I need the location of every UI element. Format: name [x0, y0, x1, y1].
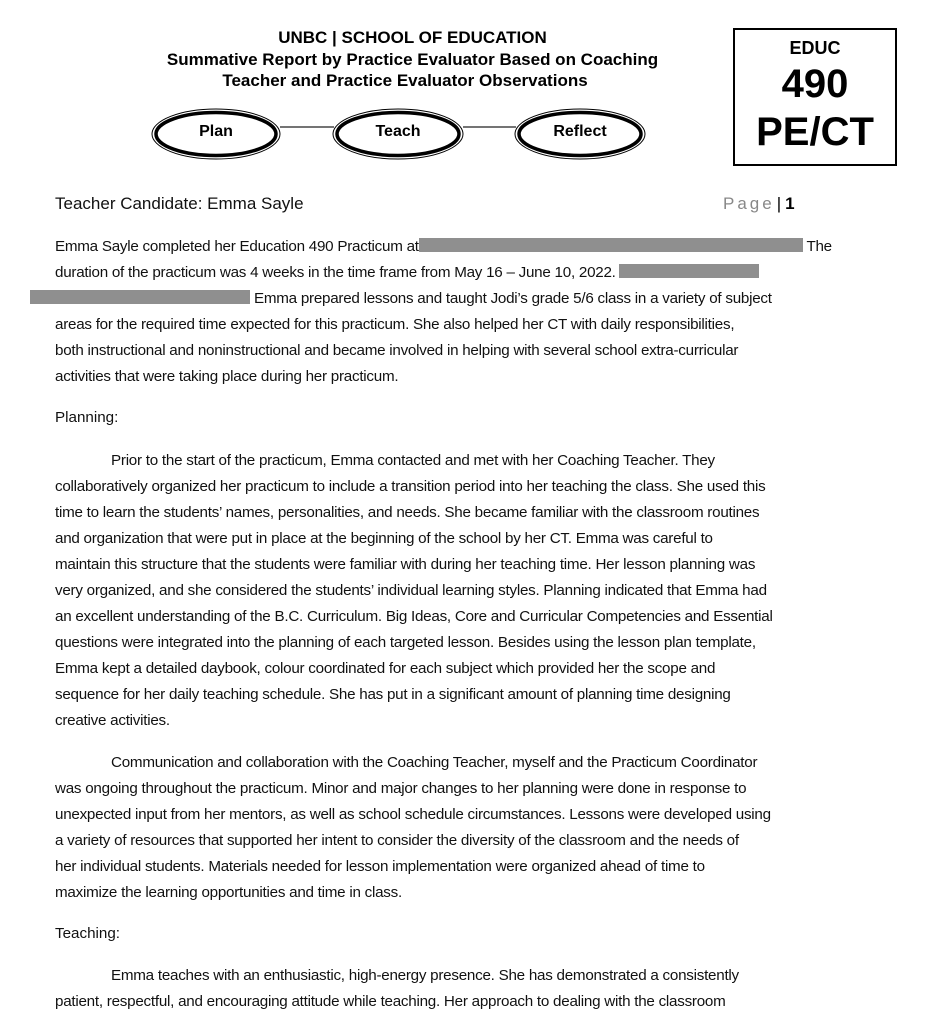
page-indicator	[723, 194, 795, 214]
course-code-box	[733, 28, 897, 166]
text-line: Emma kept a detailed daybook, colour coordinated for each subject which provided her the scope and	[55, 660, 716, 677]
text-line: and organization that were put in place at the beginning of the school by her CT. Emma was careful to	[55, 530, 713, 547]
redaction-bar	[419, 238, 803, 252]
course-dept: EDUC	[789, 38, 841, 58]
text-line: maximize the learning opportunities and time in class.	[55, 884, 402, 901]
text-line: both instructional and noninstructional and became involved in helping with several school extra-curricular	[55, 342, 739, 359]
text-line: creative activities.	[55, 712, 170, 729]
text-line: a variety of resources that supported her intent to consider the diversity of the classroom and the needs of	[55, 832, 739, 849]
text-line: questions were integrated into the planning of each targeted lesson. Besides using the lesson plan template,	[55, 634, 756, 651]
text-line: very organized, and she considered the students’ individual learning styles. Planning indicated that Emma had	[55, 582, 767, 599]
header-report-title: Summative Report by Practice Evaluator Based on Coaching	[166, 50, 659, 69]
text-line: Communication and collaboration with the Coaching Teacher, myself and the Practicum Coordinator	[111, 754, 758, 771]
course-code: PE/CT	[756, 110, 874, 154]
text-line: sequence for her daily teaching schedule. She has put in a significant amount of planning time designing	[55, 686, 731, 703]
header-report-subtitle: Teacher and Practice Evaluator Observations	[222, 71, 588, 90]
header-institution: UNBC | SCHOOL OF EDUCATION	[278, 28, 547, 47]
flow-step-teach: Teach	[375, 123, 421, 140]
text-line: maintain this structure that the students were familiar with during her teaching time. Her lesson planning was	[55, 556, 756, 573]
intro-paragraph	[55, 234, 900, 390]
text-line: unexpected input from her mentors, as well as school schedule circumstances. Lessons were developed using	[55, 806, 771, 823]
text-line: patient, respectful, and encouraging attitude while teaching. Her approach to dealing with the classroom	[55, 993, 726, 1010]
text-line: Emma Sayle completed her Education 490 Practicum at The	[55, 238, 832, 255]
text-line: Emma teaches with an enthusiastic, high-energy presence. She has demonstrated a consistently	[111, 967, 739, 984]
planning-paragraph-1	[55, 448, 900, 734]
text-line: was ongoing throughout the practicum. Minor and major changes to her planning were done in response to	[55, 780, 747, 797]
text-line: an excellent understanding of the B.C. Curriculum. Big Ideas, Core and Curricular Competencies and Essential	[55, 608, 773, 625]
redaction-bar	[619, 264, 759, 278]
plan-teach-reflect-diagram	[150, 107, 650, 161]
planning-paragraph-2	[55, 750, 900, 906]
flow-step-plan: Plan	[199, 123, 233, 140]
text-line: Prior to the start of the practicum, Emma contacted and met with her Coaching Teacher. They	[111, 452, 715, 469]
teacher-candidate-name: Teacher Candidate: Emma Sayle	[55, 194, 304, 213]
page-separator: |	[776, 194, 782, 213]
text-line: duration of the practicum was 4 weeks in the time frame from May 16 – June 10, 2022.	[55, 260, 900, 286]
text-line: activities that were taking place during her practicum.	[55, 368, 399, 385]
page-number: 1	[785, 194, 795, 213]
text-line: her individual students. Materials needed for lesson implementation were organized ahead of time to	[55, 858, 705, 875]
page-word: Page	[723, 194, 775, 213]
course-number: 490	[781, 62, 849, 106]
text-line: Emma prepared lessons and taught Jodi’s grade 5/6 class in a variety of subject	[30, 286, 900, 312]
text-line: time to learn the students’ names, personalities, and needs. She became familiar with the classroom routines	[55, 504, 760, 521]
redaction-bar	[30, 290, 250, 304]
section-heading-planning: Planning:	[55, 409, 119, 426]
text-line: collaboratively organized her practicum to include a transition period into her teaching the class. She used this	[55, 478, 766, 495]
text-line: areas for the required time expected for this practicum. She also helped her CT with daily responsibilities,	[55, 316, 735, 333]
teaching-paragraph-1	[55, 963, 900, 1015]
section-heading-teaching: Teaching:	[55, 925, 121, 942]
flow-step-reflect: Reflect	[553, 123, 607, 140]
